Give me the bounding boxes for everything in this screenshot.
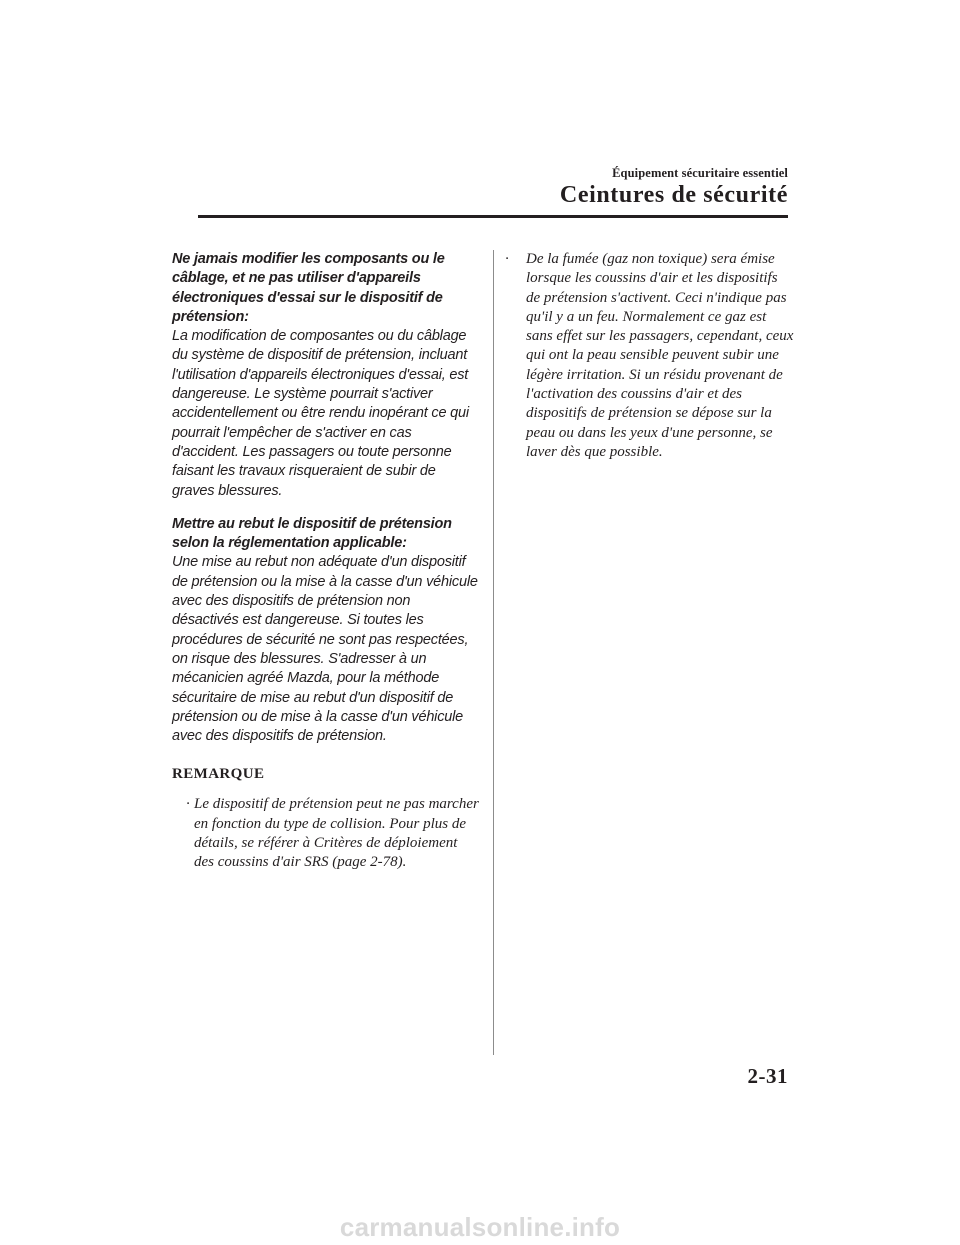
- header-subtitle: Équipement sécuritaire essentiel: [612, 166, 788, 180]
- warning-block-modification: [172, 250, 480, 501]
- left-column: [172, 250, 480, 873]
- header-rule: [198, 215, 788, 218]
- right-column: [505, 250, 795, 462]
- note-bullet: [172, 795, 480, 872]
- note-text: Le dispositif de prétension peut ne pas marcher en fonction du type de collision. Pour plus de détails, se référer à Critères de déploiement des coussins d'air SRS (page 2-78).: [194, 796, 479, 871]
- warning-body: Une mise au rebut non adéquate d'un dispositif de prétension ou la mise à la casse d'un véhicule avec des dispositifs de prétension non désactivés est dangereuse. Si toutes les procédures de sécurité ne sont pas respectées, on risque des blessures. S'adresser à un mécanicien agréé Mazda, pour la méthode sécuritaire de mise au rebut d'un dispositif de prétension ou de mise à la casse d'un véhicule avec des dispositifs de prétension.: [172, 554, 478, 745]
- warning-block-disposal: [172, 515, 480, 747]
- note-text: De la fumée (gaz non toxique) sera émise lorsque les coussins d'air et les dispositifs de prétension s'activent. Ceci n'indique pas qu'il y a un feu. Normalement ce gaz est sans effet sur les passagers, cependant, ceux qui ont la peau sensible peuvent subir une légère irritation. Si un résidu provenant de l'activation des coussins d'air et des dispositifs de prétension se dépose sur la peau ou dans les yeux d'une personne, se laver dès que possible.: [526, 251, 794, 460]
- watermark: carmanualsonline.info: [339, 1212, 621, 1242]
- header-title: Ceintures de sécurité: [559, 182, 788, 208]
- bullet-dot: ·: [505, 251, 509, 267]
- page-number: 2-31: [747, 1064, 788, 1088]
- note-bullet: [505, 250, 795, 462]
- column-divider: [493, 250, 494, 1055]
- bullet-dot: ·: [186, 796, 190, 813]
- note-label: REMARQUE: [172, 766, 265, 783]
- warning-title: Ne jamais modifier les composants ou le câblage, et ne pas utiliser d'appareils électroniques d'essai sur le dispositif de prétension:: [172, 251, 445, 325]
- warning-body: La modification de composantes ou du câblage du système de dispositif de prétension, incluant l'utilisation d'appareils électroniques d'essai, est dangereuse. Le système pourrait s'activer accidentellement ou être rendu inopérant ce qui pourrait l'empêcher de s'activer en cas d'accident. Les passagers ou toute personne faisant les travaux risqueraient de subir de graves blessures.: [172, 328, 469, 499]
- warning-title: Mettre au rebut le dispositif de prétension selon la réglementation applicable:: [172, 515, 452, 552]
